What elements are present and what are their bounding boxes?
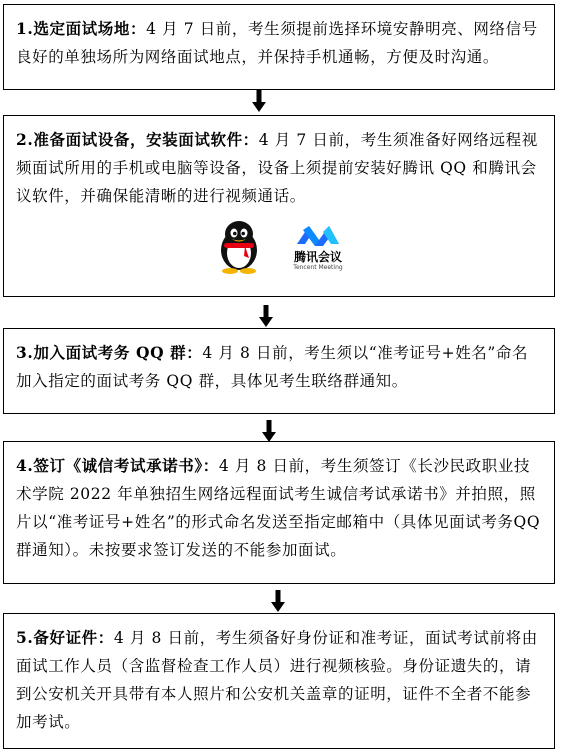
down-arrow-icon: [271, 590, 285, 612]
step-3-title: 3.加入面试考务 QQ 群：: [16, 343, 203, 362]
tencent-meeting-subtitle: Tencent Meeting: [293, 264, 343, 271]
step-5-title: 5.备好证件：: [16, 628, 114, 647]
down-arrow-icon: [259, 305, 273, 327]
step-4-text: 4 月 8 日前，考生须签订《长沙民政职业技术学院 2022 年单独招生网络远程面试考生诚信考试承诺书》并拍照，照片以“准考证号+姓名”的形式命名发送至指定邮箱中（具体见面试考务QQ群通知）。未按要求签订发送的不能参加面试。: [16, 457, 541, 559]
step-1-box: [3, 4, 555, 90]
step-2-text: 4 月 7 日前，考生须准备好网络远程视频面试所用的手机或电脑等设备，设备上须提前安装好腾讯 QQ 和腾讯会议软件，并确保能清晰的进行视频通话。: [16, 131, 538, 205]
tencent-meeting-logo: [293, 220, 343, 272]
step-4-box: [3, 441, 555, 584]
step-3-text: 4 月 8 日前，考生须以“准考证号+姓名”命名加入指定的面试考务 QQ 群，具体见考生联络群通知。: [16, 344, 529, 390]
tencent-meeting-icon: [293, 220, 343, 248]
step-4-title: 4.签订《诚信考试承诺书》：: [16, 456, 219, 475]
down-arrow-icon: [262, 420, 276, 442]
qq-penguin-icon: [215, 218, 263, 274]
step-2-title: 2.准备面试设备，安装面试软件：: [16, 130, 259, 149]
step-2-box: [3, 115, 555, 297]
step-1-text: 4 月 7 日前，考生须提前选择环境安静明亮、网络信号良好的单独场所为网络面试地点，并保持手机通畅，方便及时沟通。: [16, 20, 538, 66]
step-3-box: [3, 328, 555, 414]
tencent-meeting-name: 腾讯会议: [293, 250, 342, 264]
step-1-title: 1.选定面试场地：: [16, 19, 147, 38]
step-5-box: [3, 613, 555, 749]
down-arrow-icon: [252, 90, 266, 112]
step-5-text: 4 月 8 日前，考生须备好身份证和准考证，面试考试前将由面试工作人员（含监督检查工作人员）进行视频核验。身份证遗失的，请到公安机关开具带有本人照片和公安机关盖章的证明，证件不全者不能参加考试。: [16, 629, 538, 731]
software-logos: [16, 218, 542, 274]
